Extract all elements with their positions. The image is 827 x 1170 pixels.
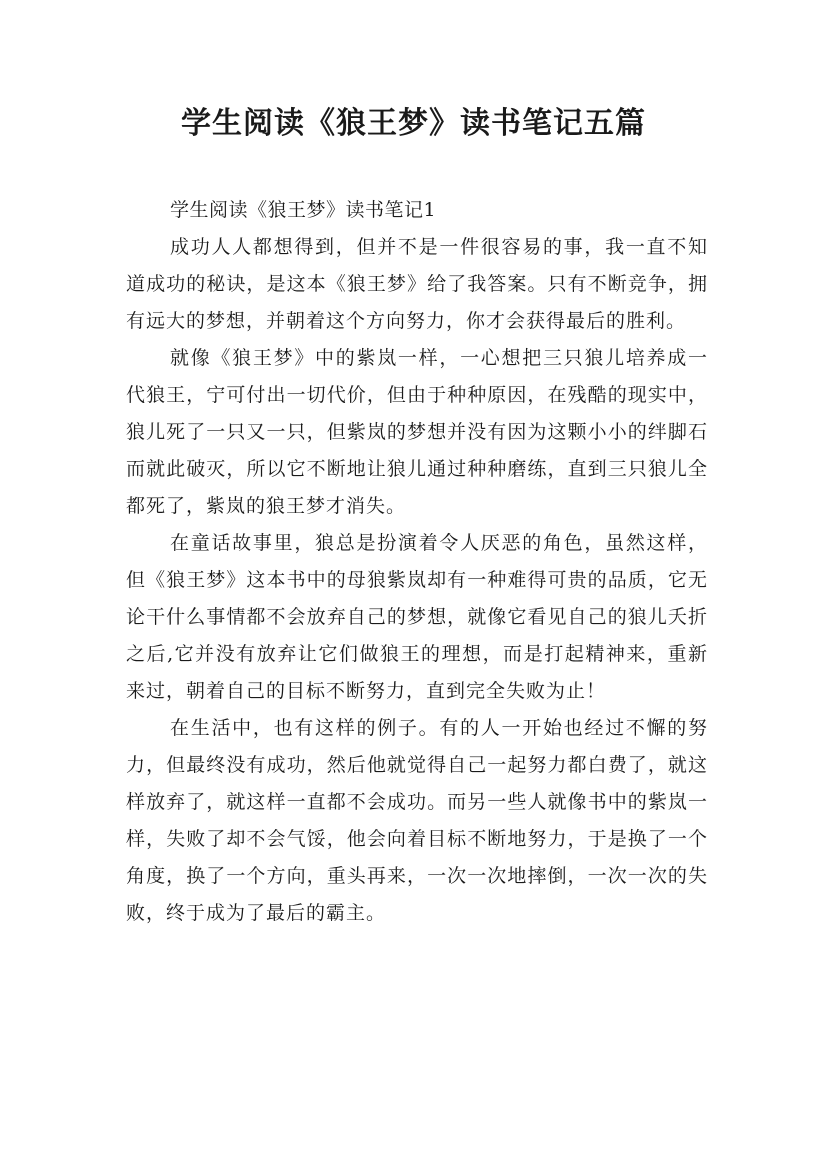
- paragraph-4: 在生活中，也有这样的例子。有的人一开始也经过不懈的努力，但最终没有成功，然后他就觉得自己一起努力都白费了，就这样放弃了，就这样一直都不会成功。而另一些人就像书中的紫岚一样，失败了却不会气馁，他会向着目标不断地努力，于是换了一个角度，换了一个方向，重头再来，一次一次地摔倒，一次一次的失败，终于成为了最后的霸主。: [126, 717, 708, 924]
- section-heading: 学生阅读《狼王梦》读书笔记1: [170, 199, 437, 221]
- paragraph-2: 就像《狼王梦》中的紫岚一样，一心想把三只狼儿培养成一代狼王，宁可付出一切代价，但由于种种原因，在残酷的现实中，狼儿死了一只又一只，但紫岚的梦想并没有因为这颗小小的绊脚石而就此破灭，所以它不断地让狼儿通过种种磨练，直到三只狼儿全都死了，紫岚的狼王梦才消失。: [126, 347, 708, 517]
- paragraph-1: 成功人人都想得到，但并不是一件很容易的事，我一直不知道成功的秘诀，是这本《狼王梦》给了我答案。只有不断竞争，拥有远大的梦想，并朝着这个方向努力，你才会获得最后的胜利。: [126, 236, 708, 332]
- paragraph-3: 在童话故事里，狼总是扮演着令人厌恶的角色，虽然这样，但《狼王梦》这本书中的母狼紫岚却有一种难得可贵的品质，它无论干什么事情都不会放弃自己的梦想，就像它看见自己的狼儿夭折之后,它并没有放弃让它们做狼王的理想，而是打起精神来，重新来过，朝着自己的目标不断努力，直到完全失败为止！: [126, 532, 708, 702]
- document-title: 学生阅读《狼王梦》读书笔记五篇: [181, 106, 646, 141]
- document-body: [126, 192, 708, 932]
